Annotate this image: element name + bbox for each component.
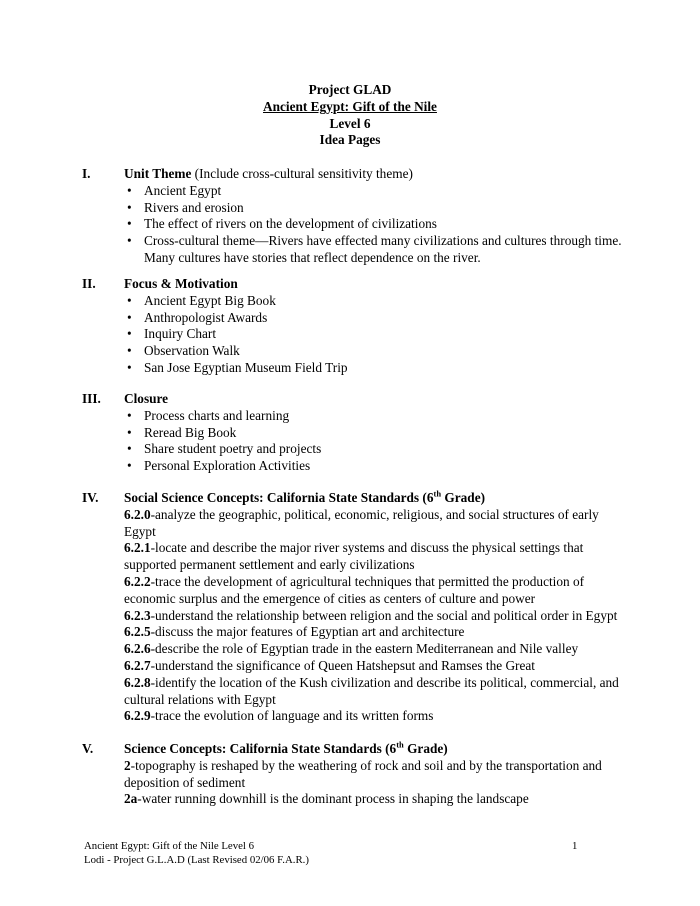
list-item: • Anthropologist Awards: [124, 310, 622, 327]
footer-revision: Lodi - Project G.L.A.D (Last Revised 02/06 F.A.R.): [84, 854, 309, 866]
project-title: Project GLAD: [308, 82, 392, 97]
standard-item: [124, 507, 622, 541]
list-item: • Inquiry Chart: [124, 326, 622, 343]
standard-code: 6.2.1: [124, 540, 151, 556]
standard-text: -topography is reshaped by the weathering of rock and soil and by the transportation and deposition of sediment: [124, 757, 602, 790]
list-item: • Cross-cultural theme—Rivers have effected many civilizations and cultures through time. Many cultures have stories that reflect dependence on the river.: [124, 233, 622, 267]
standard-text: -locate and describe the major river systems and discuss the physical settings that supported permanent settlement and early civilizations: [124, 540, 584, 573]
standard-text: -understand the significance of Queen Hatshepsut and Ramses the Great: [150, 657, 535, 673]
section-heading: Closure: [124, 391, 169, 406]
section-focus-motivation: [82, 276, 622, 377]
standard-code: 2a: [124, 791, 138, 807]
standard-item: [124, 658, 622, 675]
section-numeral: II.: [82, 276, 96, 291]
standard-code: 6.2.5: [124, 624, 151, 640]
standard-code: 6.2.3: [124, 607, 151, 623]
list-item: • Observation Walk: [124, 343, 622, 360]
level-label: Level 6: [329, 115, 371, 131]
standard-text: -trace the development of agricultural techniques that permitted the production of economic surplus and the emergence of cities as centers of culture and power: [124, 573, 585, 606]
heading-text: Unit Theme: [124, 166, 192, 181]
standard-item: [124, 540, 622, 574]
footer-unit-title: Ancient Egypt: Gift of the Nile Level 6: [84, 840, 255, 852]
heading-text: Science Concepts: California State Standards (6: [124, 741, 397, 756]
standard-text: -analyze the geographic, political, economic, religious, and social structures of early Egypt: [124, 506, 599, 539]
standard-code: 6.2.6: [124, 641, 151, 657]
section-heading: [124, 166, 622, 183]
section-numeral: III.: [82, 391, 101, 406]
section-closure: [82, 391, 622, 475]
unit-title: Ancient Egypt: Gift of the Nile: [263, 98, 437, 114]
section-numeral: IV.: [82, 490, 99, 505]
list-item: • Rivers and erosion: [124, 200, 622, 217]
standard-code: 2: [124, 757, 131, 773]
standard-item: [124, 791, 622, 808]
list-item: • Ancient Egypt Big Book: [124, 293, 622, 310]
standard-text: -identify the location of the Kush civilization and describe its political, commercial, and cultural relations with Egypt: [124, 674, 619, 707]
section-unit-theme: [82, 166, 622, 267]
list-item: • Reread Big Book: [124, 425, 622, 442]
standard-code: 6.2.0: [124, 506, 151, 522]
standard-item: [124, 708, 622, 725]
section-numeral: I.: [82, 166, 91, 181]
standard-code: 6.2.9: [124, 708, 151, 724]
standard-code: 6.2.7: [124, 657, 151, 673]
section-heading: [124, 490, 622, 507]
bullet-list: [124, 183, 622, 267]
superscript: th: [396, 739, 404, 750]
list-item: • Process charts and learning: [124, 408, 622, 425]
heading-text: Grade): [403, 741, 448, 756]
bullet-list: [124, 293, 622, 377]
list-item: • Ancient Egypt: [124, 183, 622, 200]
heading-note: (Include cross-cultural sensitivity theme): [191, 166, 413, 181]
section-heading: [124, 741, 622, 758]
standard-item: [124, 758, 622, 792]
standard-code: 6.2.8: [124, 674, 151, 690]
standard-text: -discuss the major features of Egyptian art and architecture: [150, 624, 465, 640]
standard-item: [124, 624, 622, 641]
section-heading: Focus & Motivation: [124, 276, 238, 291]
standard-text: -trace the evolution of language and its written forms: [150, 708, 434, 724]
page-footer: [84, 839, 584, 867]
standard-item: [124, 675, 622, 709]
standard-item: [124, 574, 622, 608]
list-item: • San Jose Egyptian Museum Field Trip: [124, 360, 622, 377]
list-item: • Share student poetry and projects: [124, 441, 622, 458]
standard-text: -describe the role of Egyptian trade in the eastern Mediterranean and Nile valley: [150, 641, 579, 657]
standard-text: -understand the relationship between religion and the social and political order in Egypt: [150, 607, 618, 623]
section-social-science: [82, 490, 622, 725]
heading-text: Grade): [441, 490, 486, 505]
standard-item: [124, 608, 622, 625]
standard-text: -water running downhill is the dominant process in shaping the landscape: [137, 791, 529, 807]
page-number: 1: [572, 840, 578, 852]
superscript: th: [433, 488, 442, 499]
bullet-list: [124, 408, 622, 475]
section-numeral: V.: [82, 741, 94, 756]
standard-item: [124, 641, 622, 658]
list-item: • Personal Exploration Activities: [124, 458, 622, 475]
document-header: [0, 82, 700, 149]
section-science: [82, 741, 622, 808]
page-heading: Idea Pages: [319, 132, 381, 148]
heading-text: Social Science Concepts: California State Standards (6: [124, 490, 434, 505]
list-item: • The effect of rivers on the development of civilizations: [124, 216, 622, 233]
standard-code: 6.2.2: [124, 573, 151, 589]
